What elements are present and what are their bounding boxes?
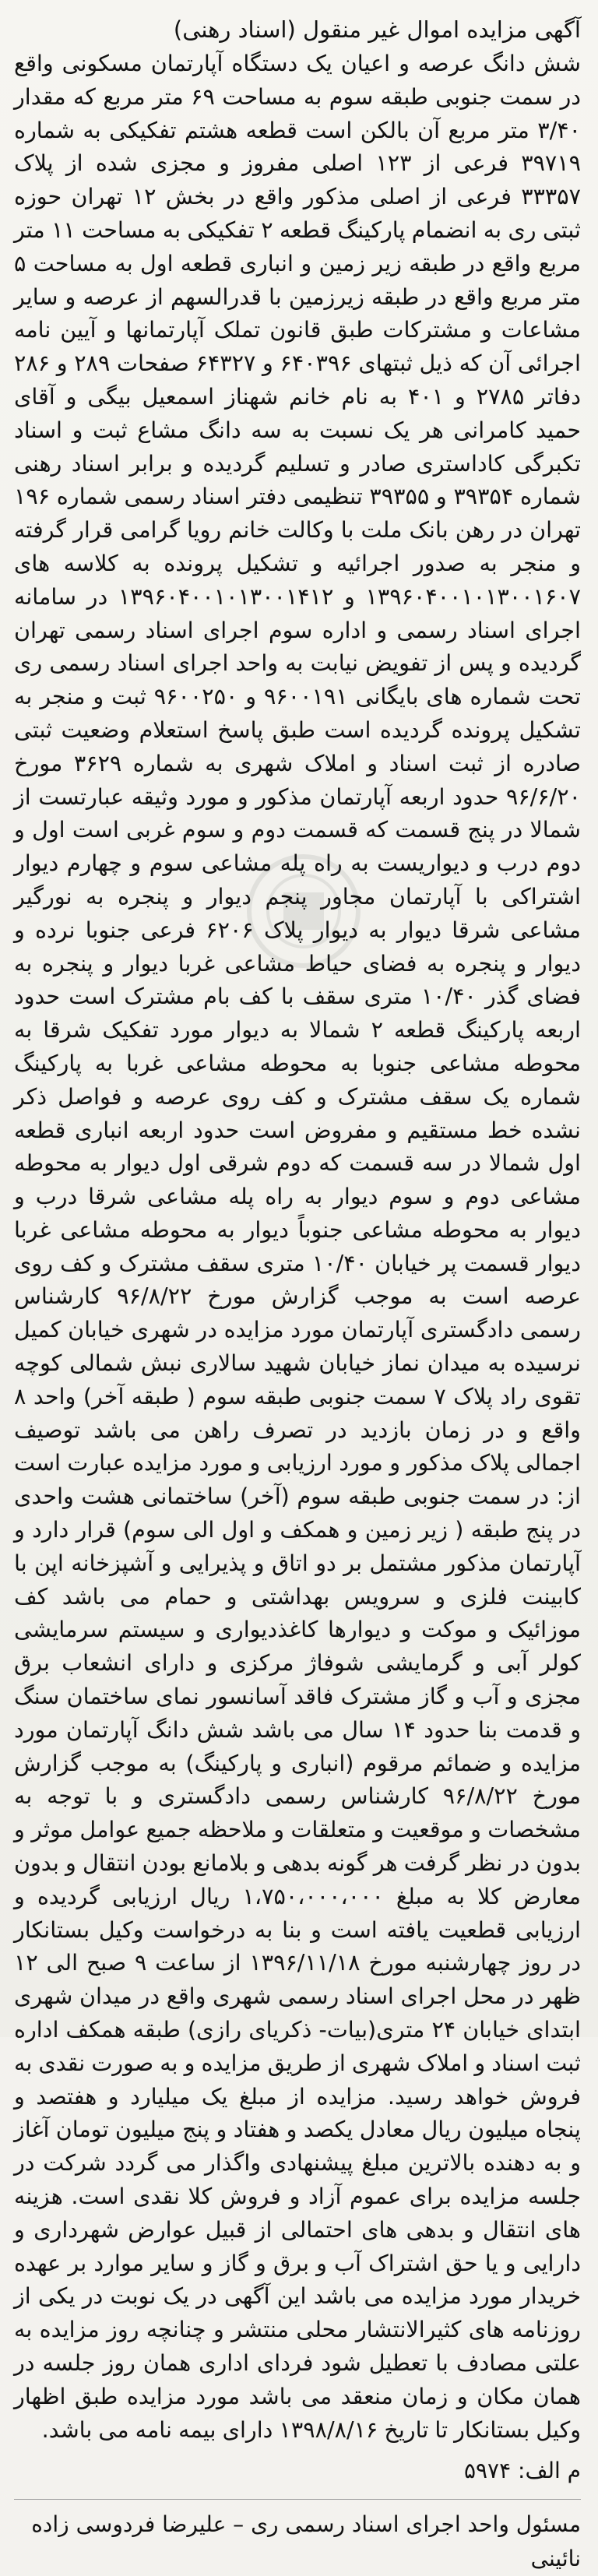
reference-code: م الف: ۵۹۷۴	[463, 2458, 581, 2484]
notice-footer	[14, 2454, 581, 2576]
signature-line: مسئول واحد اجرای اسناد رسمی ری – علیرضا فردوسی زاده نائینی	[31, 2511, 581, 2572]
notice-paragraph: شش دانگ عرصه و اعیان یک دستگاه آپارتمان مسکونی واقع در سمت جنوبی طبقه سوم به مساحت ۶۹ متر مربع که مقدار ۳/۴۰ متر مربع آن بالکن است قطعه هشتم تفکیکی به شماره ۳۹۷۱۹ فرعی از ۱۲۳ اصلی مفروز و مجزی شده از پلاک ۳۳۳۵۷ فرعی از اصلی مذکور واقع در بخش ۱۲ تهران حوزه ثبتی ری به انضمام پارکینگ قطعه ۲ تفکیکی به مساحت ۱۱ متر مربع واقع در طبقه زیر زمین و انباری قطعه اول به مساحت ۵ متر مربع واقع در طبقه زیرزمین با قدرالسهم از عرصه و سایر مشاعات و مشترکات طبق قانون تملک آپارتمانها و آیین نامه اجرائی آن که ذیل ثبتهای ۶۴۰۳۹۶ و ۶۴۳۲۷ صفحات ۲۸۹ و ۲۸۶ دفاتر ۲۷۸۵ و ۴۰۱ به نام خانم شهناز اسمعیل بیگی و آقای حمید کامرانی هر یک نسبت به سه دانگ مشاع ثبت و اسناد تکبرگی کاداستری صادر و تسلیم گردیده و برابر اسناد رهنی شماره ۳۹۳۵۴ و ۳۹۳۵۵ تنظیمی دفتر اسناد رسمی شماره ۱۹۶ تهران در رهن بانک ملت با وکالت خانم رویا گرامی قرار گرفته و منجر به صدور اجرائیه و تشکیل پرونده به کلاسه های ۱۳۹۶۰۴۰۰۱۰۱۳۰۰۱۶۰۷ و ۱۳۹۶۰۴۰۰۱۰۱۳۰۰۱۴۱۲ در سامانه اجرای اسناد رسمی و اداره سوم اجرای اسناد رسمی تهران گردیده و پس از تفویض نیابت به واحد اجرای اسناد رسمی ری تحت شماره های بایگانی ۹۶۰۰۱۹۱ و ۹۶۰۰۲۵۰ ثبت و منجر به تشکیل پرونده گردیده است طبق پاسخ استعلام وضعیت ثبتی صادره از ثبت اسناد و املاک شهری به شماره ۳۶۲۹ مورخ ۹۶/۶/۲۰ حدود اربعه آپارتمان مذکور و مورد وثیقه عبارتست از شمالا در پنج قسمت که قسمت دوم و سوم غربی است اول و دوم درب و دیواریست به راه پله مشاعی سوم و چهارم دیوار اشتراکی با آپارتمان مجاور پنجم دیوار و پنجره به نورگیر مشاعی شرقا دیوار به دیوار پلاک ۶۲۰۶ فرعی جنوبا نرده و دیوار و پنجره به فضای حیاط مشاعی غربا دیوار و پنجره به فضای گذر ۱۰/۴۰ متری سقف با کف بام مشترک است حدود اربعه پارکینگ قطعه ۲ شمالا به دیوار مورد تفکیک شرقا به محوطه مشاعی جنوبا به محوطه مشاعی غربا به پارکینگ شماره یک سقف مشترک و کف روی عرصه و فواصل ذکر نشده خط مستقیم و مفروض است حدود اربعه انباری قطعه اول شمالا در سه قسمت که دوم شرقی اول دیوار به محوطه مشاعی دوم و سوم دیوار به راه پله مشاعی شرقا درب و دیوار به محوطه مشاعی جنوباً دیوار به محوطه مشاعی غربا دیوار قسمت پر خیابان ۱۰/۴۰ متری سقف مشترک و کف روی عرصه است به موجب گزارش مورخ ۹۶/۸/۲۲ کارشناس رسمی دادگستری آپارتمان مورد مزایده در شهری خیابان کمیل نرسیده به میدان نماز خیابان شهید سالاری نبش شمالی کوچه تقوی راد پلاک ۷ سمت جنوبی طبقه سوم ( طبقه آخر) واحد ۸ واقع و در زمان بازدید در تصرف راهن می باشد توصیف اجمالی پلاک مذکور و مورد ارزیابی و مورد مزایده عبارت است از: در سمت جنوبی طبقه سوم (آخر) ساختمانی هشت واحدی در پنج طبقه ( زیر زمین و همکف و اول الی سوم) قرار دارد و آپارتمان مذکور مشتمل بر دو اتاق و پذیرایی و آشپزخانه اپن با کابینت فلزی و سرویس بهداشتی و حمام می باشد کف موزائیک و موکت و دیوارها کاغذدیواری و سیستم سرمایشی کولر آبی و گرمایشی شوفاژ مرکزی و دارای انشعاب برق مجزی و آب و گاز مشترک فاقد آسانسور نمای ساختمان سنگ و قدمت بنا حدود ۱۴ سال می باشد شش دانگ آپارتمان مورد مزایده و ضمائم مرقوم (انباری و پارکینگ) به موجب گزارش مورخ ۹۶/۸/۲۲ کارشناس رسمی دادگستری و با توجه به مشخصات و موقعیت و متعلقات و ملاحظه جمیع عوامل موثر و بدون در نظر گرفت هر گونه بدهی و بلامانع بودن انتقال و بدون معارض کلا به مبلغ ۱،۷۵۰،۰۰۰،۰۰۰ ریال ارزیابی گردیده و ارزیابی قطعیت یافته است و بنا به درخواست وکیل بستانکار در روز چهارشنبه مورخ ۱۳۹۶/۱۱/۱۸ از ساعت ۹ صبح الی ۱۲ ظهر در محل اجرای اسناد رسمی شهری واقع در میدان شهری ابتدای خیابان ۲۴ متری(بیات- ذکریای رازی) طبقه همکف اداره ثبت اسناد و املاک شهری از طریق مزایده و به صورت نقدی به فروش خواهد رسید. مزایده از مبلغ یک میلیارد و هفتصد و پنجاه میلیون ریال معادل یکصد و هفتاد و پنج میلیون تومان آغاز و به دهنده بالاترین مبلغ پیشنهادی واگذار می گردد شرکت در جلسه مزایده برای عموم آزاد و فروش کلا نقدی است. هزینه های انتقال و بدهی های احتمالی از قبیل عوارض شهرداری و دارایی و یا حق اشتراک آب و برق و گاز و سایر موارد بر عهده خریدار مورد مزایده می باشد این آگهی در یک نوبت در یکی از روزنامه های کثیرالانتشار محلی منتشر و چنانچه روز مزایده به علتی مصادف با تعطیل شود فردای اداری همان روز جلسه در همان مکان و زمان منعقد می باشد مورد مزایده طبق اظهار وکیل بستانکار تا تاریخ ۱۳۹۸/۸/۱۶ دارای بیمه نامه می باشد.	[14, 50, 582, 2443]
footer-divider	[14, 2499, 581, 2500]
notice-body	[14, 47, 581, 2446]
notice-title: آگهی مزایده اموال غیر منقول (اسناد رهنی)	[173, 16, 581, 43]
